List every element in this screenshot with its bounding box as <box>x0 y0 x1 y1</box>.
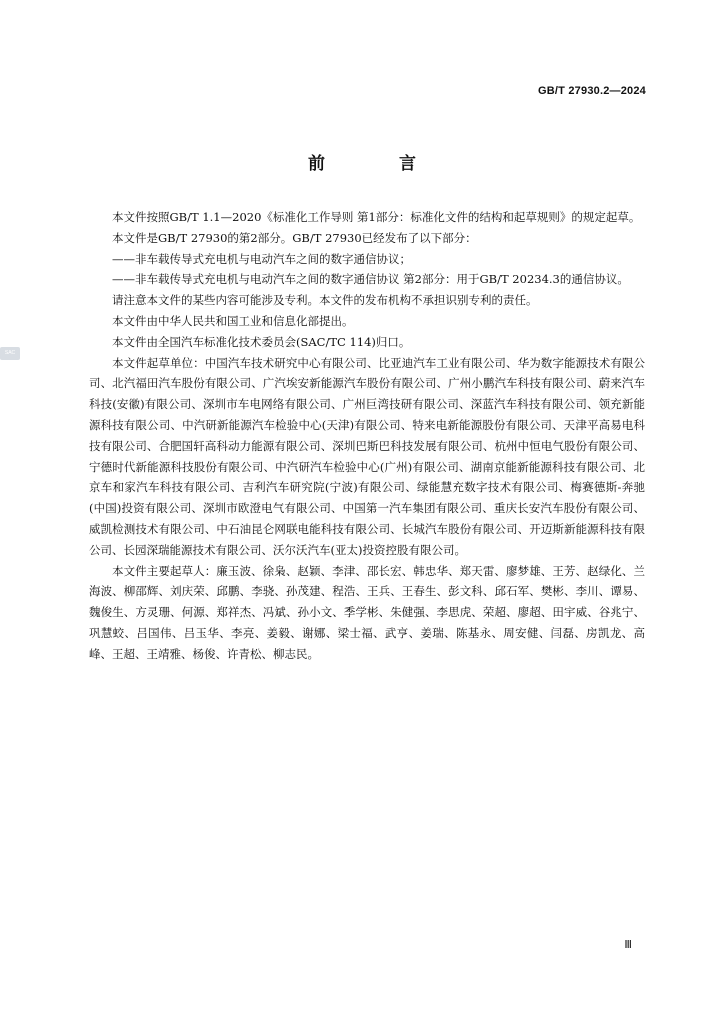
paragraph-drafting-rules: 本文件按照GB/T 1.1—2020《标准化工作导则 第1部分：标准化文件的结构和起草规则》的规定起草。 <box>112 210 641 224</box>
page-number: Ⅲ <box>624 939 632 951</box>
page-title: 前 言 <box>308 154 450 174</box>
standard-code: GB/T 27930.2—2024 <box>538 85 646 97</box>
paragraph-drafters: 本文件主要起草人：廉玉波、徐枭、赵颖、李津、邵长宏、韩忠华、郑天雷、廖梦雄、王芳、赵绿化、兰海波、柳邵辉、刘庆荣、邱鹏、李骁、孙茂建、程浩、王兵、王春生、彭文科、邱石军、樊彬、李川、谭易、魏俊生、方灵珊、何源、郑祥杰、冯斌、孙小文、季学彬、朱健强、李思虎、荣超、廖超、田宇威、谷兆宁、巩慧蛟、吕国伟、吕玉华、李亮、姜毅、谢娜、梁士福、武亨、姜瑞、陈基永、周安健、闫磊、房凯龙、高峰、王超、王靖雅、杨俊、许青松、柳志民。 <box>89 563 645 661</box>
paragraph-parts-intro: 本文件是GB/T 27930的第2部分。GB/T 27930已经发布了以下部分： <box>112 230 477 245</box>
watermark-logo: SAC <box>0 347 20 360</box>
foreword-body <box>89 207 645 665</box>
list-item-part-2: ——非车载传导式充电机与电动汽车之间的数字通信协议 第2部分：用于GB/T 20234.3的通信协议。 <box>112 272 629 287</box>
paragraph-administered-by: 本文件由全国汽车标准化技术委员会(SAC/TC 114)归口。 <box>112 334 411 349</box>
list-item-part-1: ——非车载传导式充电机与电动汽车之间的数字通信协议； <box>112 251 411 266</box>
paragraph-patent-notice: 请注意本文件的某些内容可能涉及专利。本文件的发布机构不承担识别专利的责任。 <box>112 293 538 308</box>
paragraph-proposed-by: 本文件由中华人民共和国工业和信息化部提出。 <box>112 313 354 328</box>
paragraph-drafting-units: 本文件起草单位：中国汽车技术研究中心有限公司、比亚迪汽车工业有限公司、华为数字能源技术有限公司、北汽福田汽车股份有限公司、广汽埃安新能源汽车股份有限公司、广州小鹏汽车科技有限公司、蔚来汽车科技(安徽)有限公司、深圳市车电网络有限公司、广州巨湾技研有限公司、深蓝汽车科技有限公司、领充新能源科技有限公司、中汽研新能源汽车检验中心(天津)有限公司、特来电新能源股份有限公司、天津平高易电科技有限公司、合肥国轩高科动力能源有限公司、深圳巴斯巴科技发展有限公司、杭州中恒电气股份有限公司、宁德时代新能源科技股份有限公司、中汽研汽车检验中心(广州)有限公司、湖南京能新能源科技有限公司、北京车和家汽车科技有限公司、吉利汽车研究院(宁波)有限公司、绿能慧充数字技术有限公司、梅赛德斯-奔驰(中国)投资有限公司、深圳市欧澄电气有限公司、中国第一汽车集团有限公司、重庆长安汽车股份有限公司、威凯检测技术有限公司、中石油昆仑网联电能科技有限公司、长城汽车股份有限公司、开迈斯新能源科技有限公司、长园深瑞能源技术有限公司、沃尔沃汽车(亚太)投资控股有限公司。 <box>89 355 645 557</box>
